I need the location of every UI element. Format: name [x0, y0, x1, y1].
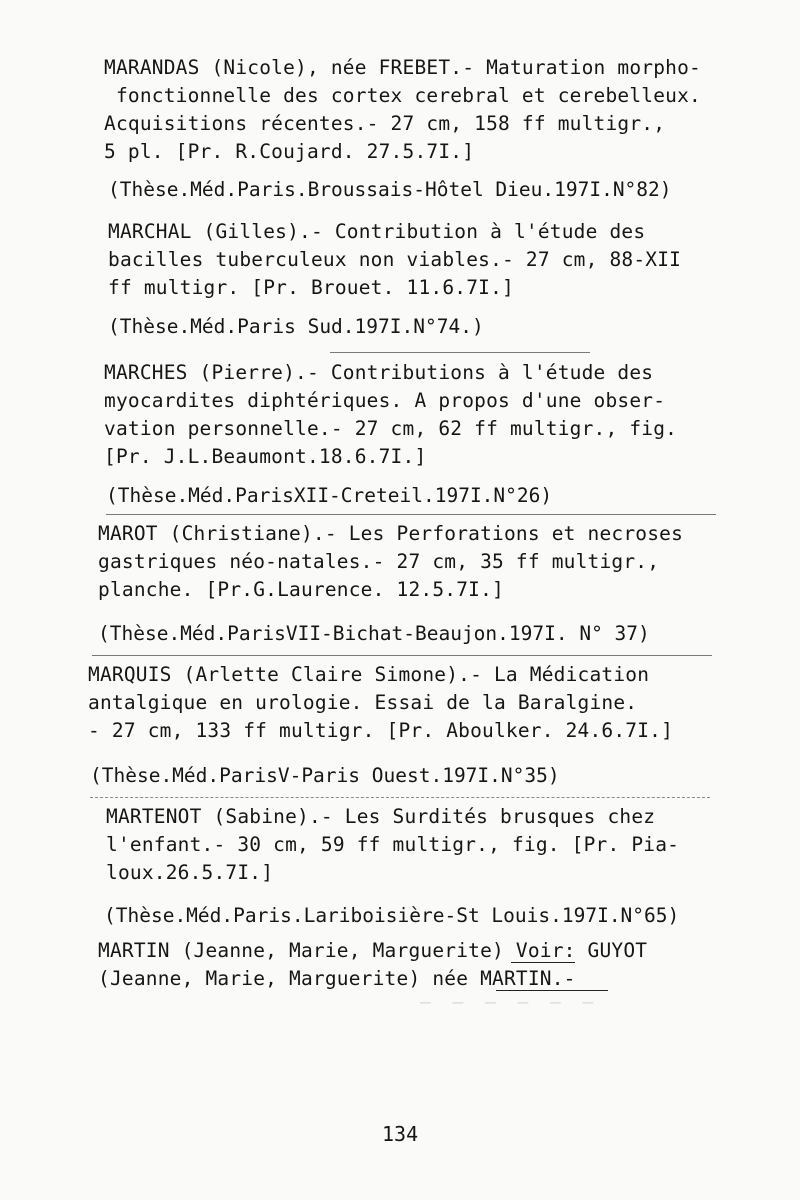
- entry-line: vation personnelle.- 27 cm, 62 ff multigr., fig.: [104, 417, 678, 440]
- entry-line: [Pr. J.L.Beaumont.18.6.7I.]: [104, 445, 427, 468]
- bleed-through-text: — — — — — —: [420, 992, 594, 1013]
- entry-line: loux.26.5.7I.]: [106, 861, 274, 884]
- thesis-citation: (Thèse.Méd.ParisXII-Creteil.197I.N°26): [106, 484, 553, 507]
- separator-line: [92, 655, 712, 656]
- entry-line: MARCHAL (Gilles).- Contribution à l'étude des: [108, 220, 646, 243]
- entry-line: MARTENOT (Sabine).- Les Surdités brusques chez: [106, 805, 656, 828]
- thesis-citation: (Thèse.Méd.ParisV-Paris Ouest.197I.N°35): [90, 764, 560, 787]
- thesis-citation: (Thèse.Méd.Paris.Broussais-Hôtel Dieu.197I.N°82): [108, 178, 672, 201]
- entry-line: MAROT (Christiane).- Les Perforations et necroses: [98, 522, 684, 545]
- entry-line: bacilles tuberculeux non viables.- 27 cm, 88-XII: [108, 248, 682, 271]
- bibliographic-entry: [104, 54, 701, 166]
- separator-line: [330, 352, 590, 353]
- entry-line: fonctionnelle des cortex cerebral et cerebelleux.: [104, 84, 701, 107]
- separator-line: [90, 797, 710, 799]
- entry-line: (Jeanne, Marie, Marguerite) née MARTIN.-: [98, 967, 576, 990]
- entry-line: planche. [Pr.G.Laurence. 12.5.7I.]: [98, 578, 504, 601]
- separator-line: [106, 514, 716, 515]
- page-number: 134: [382, 1122, 419, 1146]
- voir-underline: [511, 962, 575, 963]
- bibliographic-entry: [98, 520, 683, 604]
- name-underline: [496, 990, 608, 991]
- bibliographic-entry: [106, 803, 679, 887]
- entry-line: MARCHES (Pierre).- Contributions à l'étude des: [104, 361, 654, 384]
- entry-line: - 27 cm, 133 ff multigr. [Pr. Aboulker. 24.6.7I.]: [88, 719, 674, 742]
- entry-line: l'enfant.- 30 cm, 59 ff multigr., fig. [Pr. Pia-: [106, 833, 680, 856]
- entry-line: Acquisitions récentes.- 27 cm, 158 ff multigr.,: [104, 112, 666, 135]
- bibliographic-entry: [98, 937, 647, 993]
- entry-line: MARQUIS (Arlette Claire Simone).- La Médication: [88, 663, 650, 686]
- thesis-citation: (Thèse.Méd.Paris Sud.197I.N°74.): [108, 315, 484, 338]
- entry-line: gastriques néo-natales.- 27 cm, 35 ff multigr.,: [98, 550, 660, 573]
- entry-line: antalgique en urologie. Essai de la Baralgine.: [88, 691, 638, 714]
- bibliographic-entry: [104, 359, 677, 471]
- thesis-citation: (Thèse.Méd.ParisVII-Bichat-Beaujon.197I. N° 37): [98, 622, 650, 645]
- bibliographic-entry: [108, 218, 681, 302]
- entry-line: 5 pl. [Pr. R.Coujard. 27.5.7I.]: [104, 140, 475, 163]
- bibliographic-entry: [88, 661, 673, 745]
- entry-line: MARANDAS (Nicole), née FREBET.- Maturation morpho-: [104, 56, 701, 79]
- entry-line: ff multigr. [Pr. Brouet. 11.6.7I.]: [108, 276, 514, 299]
- thesis-citation: (Thèse.Méd.Paris.Lariboisière-St Louis.197I.N°65): [104, 904, 680, 927]
- entry-line: myocardites diphtériques. A propos d'une obser-: [104, 389, 666, 412]
- entry-line: MARTIN (Jeanne, Marie, Marguerite) Voir: GUYOT: [98, 939, 648, 962]
